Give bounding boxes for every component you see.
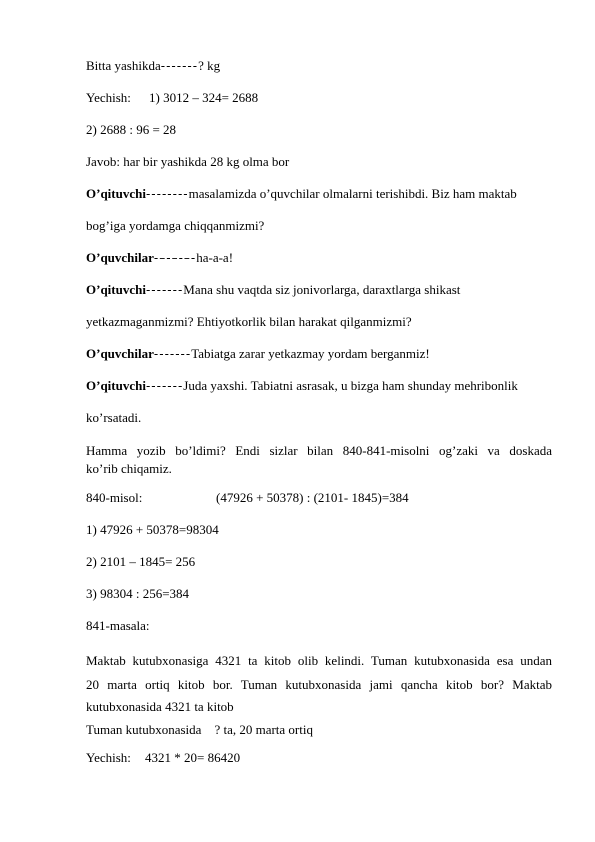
dialogue-students-1 (86, 250, 233, 266)
exercise-841-header: 841-masala: (86, 618, 150, 633)
dialogue-students-2 (86, 346, 430, 362)
dash-separator: ------- (145, 283, 184, 297)
dialogue-continuation: yetkazmaganmizmi? Ehtiyotkorlik bilan harakat qilganmizmi? (86, 314, 412, 329)
dialogue-teacher-2 (86, 282, 460, 298)
exercise-step-2: 2) 2101 – 1845= 256 (86, 554, 196, 569)
exercise-label: 840-misol: (86, 490, 143, 505)
problem-text-line: kutubxonasida 4321 ta kitob (86, 699, 234, 714)
solution-expression: 1) 3012 – 324= 2688 (149, 90, 259, 105)
speaker-teacher: O’qituvchi (86, 378, 146, 393)
dialogue-continuation: ko’rsatadi. (86, 410, 142, 425)
paragraph-intro-line: Hamma yozib bo’ldimi? Endi sizlar bilan 840-841-misolni og’zaki va doskada (86, 443, 552, 458)
solution-step-1 (86, 90, 259, 106)
solution-step-2: 2) 2688 : 96 = 28 (86, 122, 177, 137)
exercise-840-header (86, 490, 409, 506)
dialogue-continuation: bog’iga yordamga chiqqanmizmi? (86, 218, 265, 233)
text: ? kg (198, 58, 221, 73)
problem-text-line: 20 marta ortiq kitob bor. Tuman kutubxonasida jami qancha kitob bor? Maktab (86, 677, 552, 692)
dialogue-teacher-1 (86, 186, 517, 202)
dialogue-text: Juda yaxshi. Tabiatni asrasak, u bizga ham shunday mehribonlik (183, 378, 518, 393)
exercise-step-3: 3) 98304 : 256=384 (86, 586, 190, 601)
dash-separator: ------- (160, 59, 199, 73)
solution-expression: 4321 * 20= 86420 (145, 750, 241, 765)
solution-line (86, 750, 241, 766)
dialogue-text: masalamizda o’quvchilar olmalarni terishibdi. Biz ham maktab (188, 186, 517, 201)
line-box-weight (86, 58, 220, 74)
solution-label: Yechish: (86, 750, 131, 765)
dialogue-text: ha-a-a! (196, 250, 234, 265)
dialogue-text: Mana shu vaqtda siz jonivorlarga, daraxtlarga shikast (183, 282, 461, 297)
speaker-students: O’quvchilar (86, 250, 154, 265)
dialogue-text: Tabiatga zarar yetkazmay yordam berganmiz! (191, 346, 430, 361)
dialogue-teacher-3 (86, 378, 518, 394)
text: Bitta yashikda (86, 58, 161, 73)
dash-separator: -------- (145, 187, 189, 201)
problem-short-note: Tuman kutubxonasida ? ta, 20 marta ortiq (86, 722, 313, 737)
exercise-step-1: 1) 47926 + 50378=98304 (86, 522, 219, 537)
problem-text-line: Maktab kutubxonasiga 4321 ta kitob olib kelindi. Tuman kutubxonasida esa undan (86, 653, 552, 668)
speaker-teacher: O’qituvchi (86, 186, 146, 201)
solution-label: Yechish: (86, 90, 131, 105)
answer-line: Javob: har bir yashikda 28 kg olma bor (86, 154, 290, 169)
paragraph-intro-line: ko’rib chiqamiz. (86, 461, 172, 476)
exercise-expression: (47926 + 50378) : (2101- 1845)=384 (216, 490, 409, 505)
speaker-students: O’quvchilar (86, 346, 154, 361)
speaker-teacher: O’qituvchi (86, 282, 146, 297)
dash-separator: ------- (145, 379, 184, 393)
dash-separator: -–-–-–- (153, 251, 197, 265)
dash-separator: ------- (153, 347, 192, 361)
